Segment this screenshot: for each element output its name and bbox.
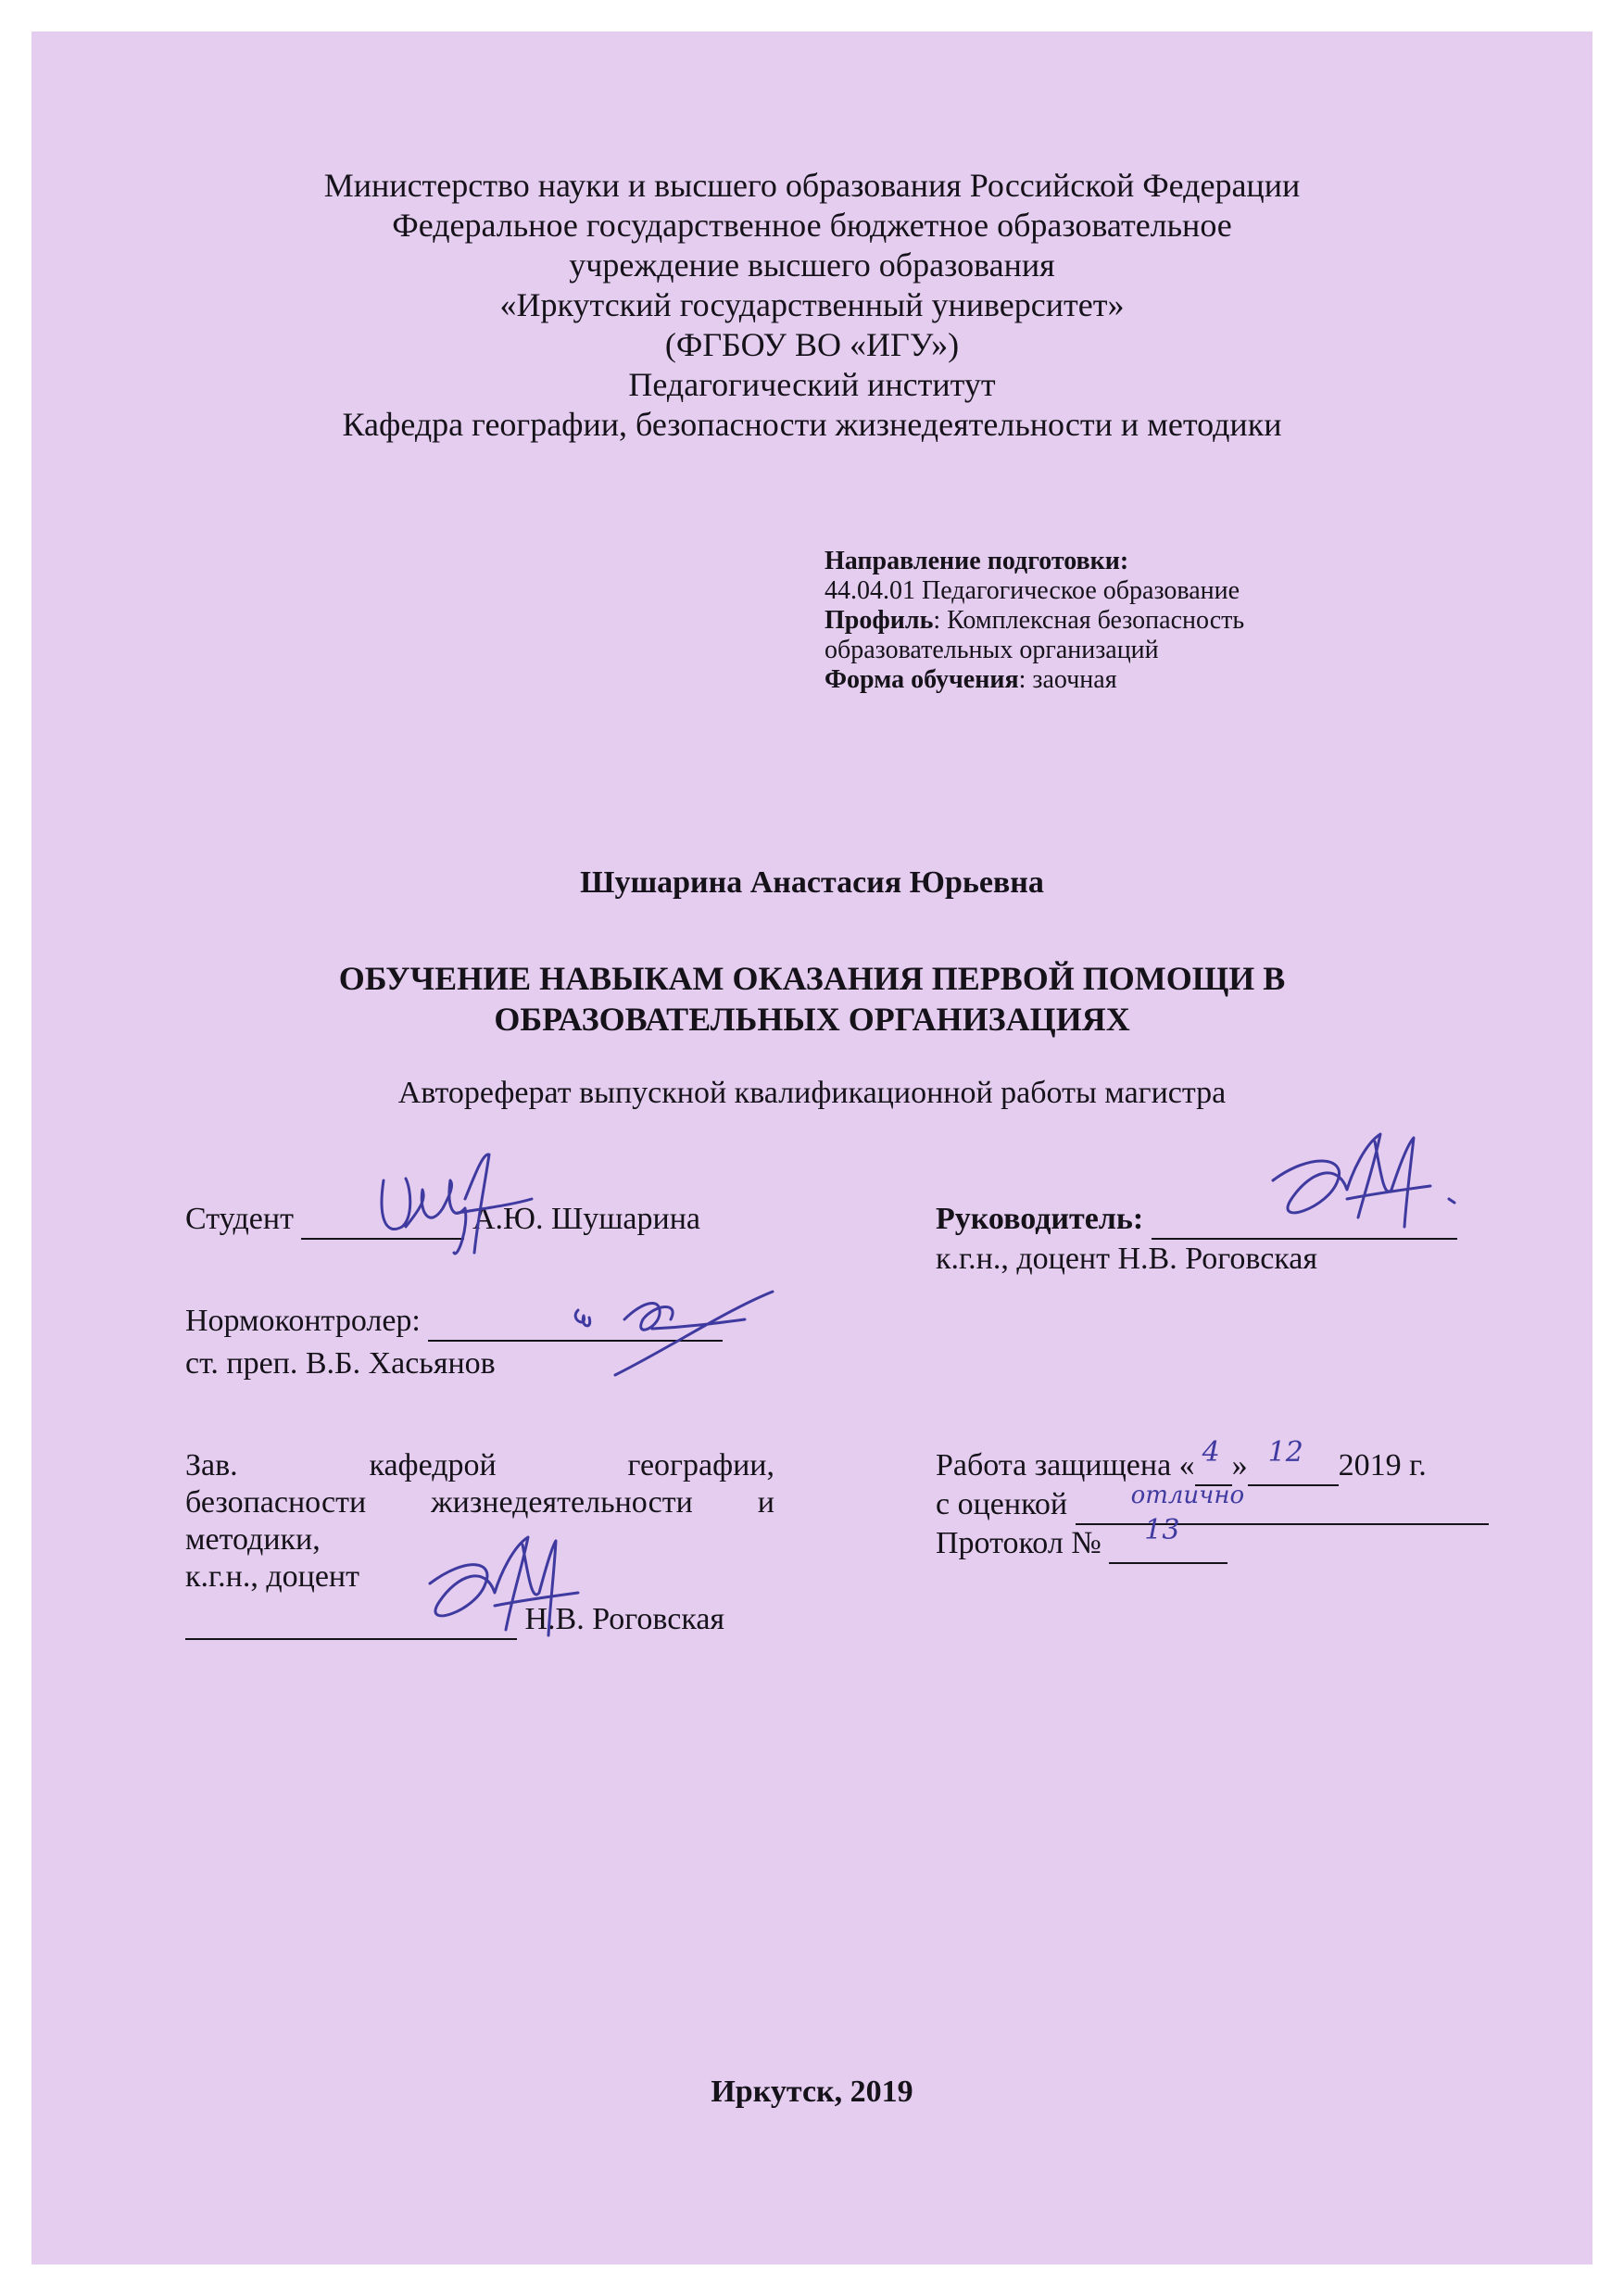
supervisor-signature-icon (1236, 1125, 1477, 1245)
protocol-line (1109, 1514, 1227, 1564)
profile-value: : Комплексная безопасность (933, 606, 1245, 635)
protocol-row (936, 1514, 1227, 1564)
head-line-1 (185, 1447, 774, 1484)
header-line: учреждение высшего образования (569, 246, 1055, 284)
head-word: географии, (627, 1448, 774, 1482)
institution-header (31, 166, 1593, 445)
title-line: ОБРАЗОВАТЕЛЬНЫХ ОРГАНИЗАЦИЯХ (494, 1001, 1130, 1038)
supervisor-label: Руководитель: (936, 1202, 1144, 1236)
profile-label: Профиль (825, 606, 934, 635)
form-value: : заочная (1018, 665, 1117, 694)
defense-day: 4 (1202, 1436, 1220, 1469)
defense-year: 2019 г. (1338, 1448, 1427, 1482)
grade-row (936, 1482, 1489, 1525)
grade-value: отлично (1130, 1482, 1245, 1509)
normcontrol-name: ст. преп. В.Б. Хасьянов (185, 1346, 496, 1381)
author-name: Шушарина Анастасия Юрьевна (580, 865, 1044, 900)
title-line: ОБУЧЕНИЕ НАВЫКАМ ОКАЗАНИЯ ПЕРВОЙ ПОМОЩИ В (338, 960, 1286, 997)
header-line: Педагогический институт (628, 366, 996, 403)
head-signature-icon (393, 1528, 606, 1648)
city-year: Иркутск, 2019 (711, 2075, 913, 2109)
form-label: Форма обучения (825, 665, 1019, 694)
normcontrol-label: Нормоконтролер: (185, 1304, 421, 1338)
direction-value: 44.04.01 Педагогическое образование (825, 576, 1240, 605)
grade-line (1076, 1482, 1489, 1525)
profile-value-2: образовательных организаций (825, 636, 1159, 664)
header-line: «Иркутский государственный университет» (499, 286, 1125, 323)
head-line-2: безопасности жизнедеятельности и (185, 1485, 774, 1520)
head-line-3: методики, (185, 1522, 321, 1557)
grade-label: с оценкой (936, 1487, 1068, 1521)
header-line: (ФГБОУ ВО «ИГУ») (664, 326, 960, 363)
document-subtitle: Автореферат выпускной квалификационной работы магистра (397, 1076, 1227, 1110)
protocol-label: Протокол № (936, 1526, 1102, 1560)
header-line: Министерство науки и высшего образования Российской Федерации (323, 167, 1301, 204)
defense-month-line (1248, 1436, 1339, 1486)
head-name: Н.В. Роговская (524, 1602, 725, 1636)
head-word: кафедрой (369, 1448, 497, 1482)
student-label: Студент (185, 1202, 294, 1236)
normcontrol-signature-icon (550, 1273, 791, 1394)
student-name: А.Ю. Шушарина (472, 1202, 701, 1236)
header-line: Федеральное государственное бюджетное образовательное (392, 207, 1232, 244)
student-signature-icon (365, 1143, 541, 1264)
head-line-4: к.г.н., доцент (185, 1559, 359, 1594)
document-page (31, 32, 1593, 2264)
defense-text-mid: » (1231, 1448, 1248, 1482)
defense-month: 12 (1267, 1436, 1303, 1469)
thesis-title (31, 958, 1593, 1040)
study-direction-block (825, 547, 1244, 695)
head-word: Зав. (185, 1448, 238, 1482)
header-line: Кафедра географии, безопасности жизнедеятельности и методики (342, 406, 1282, 443)
defense-text: Работа защищена « (936, 1448, 1195, 1482)
direction-label: Направление подготовки: (825, 547, 1129, 575)
supervisor-credentials: к.г.н., доцент Н.В. Роговская (936, 1242, 1318, 1276)
protocol-number: 13 (1144, 1514, 1180, 1546)
